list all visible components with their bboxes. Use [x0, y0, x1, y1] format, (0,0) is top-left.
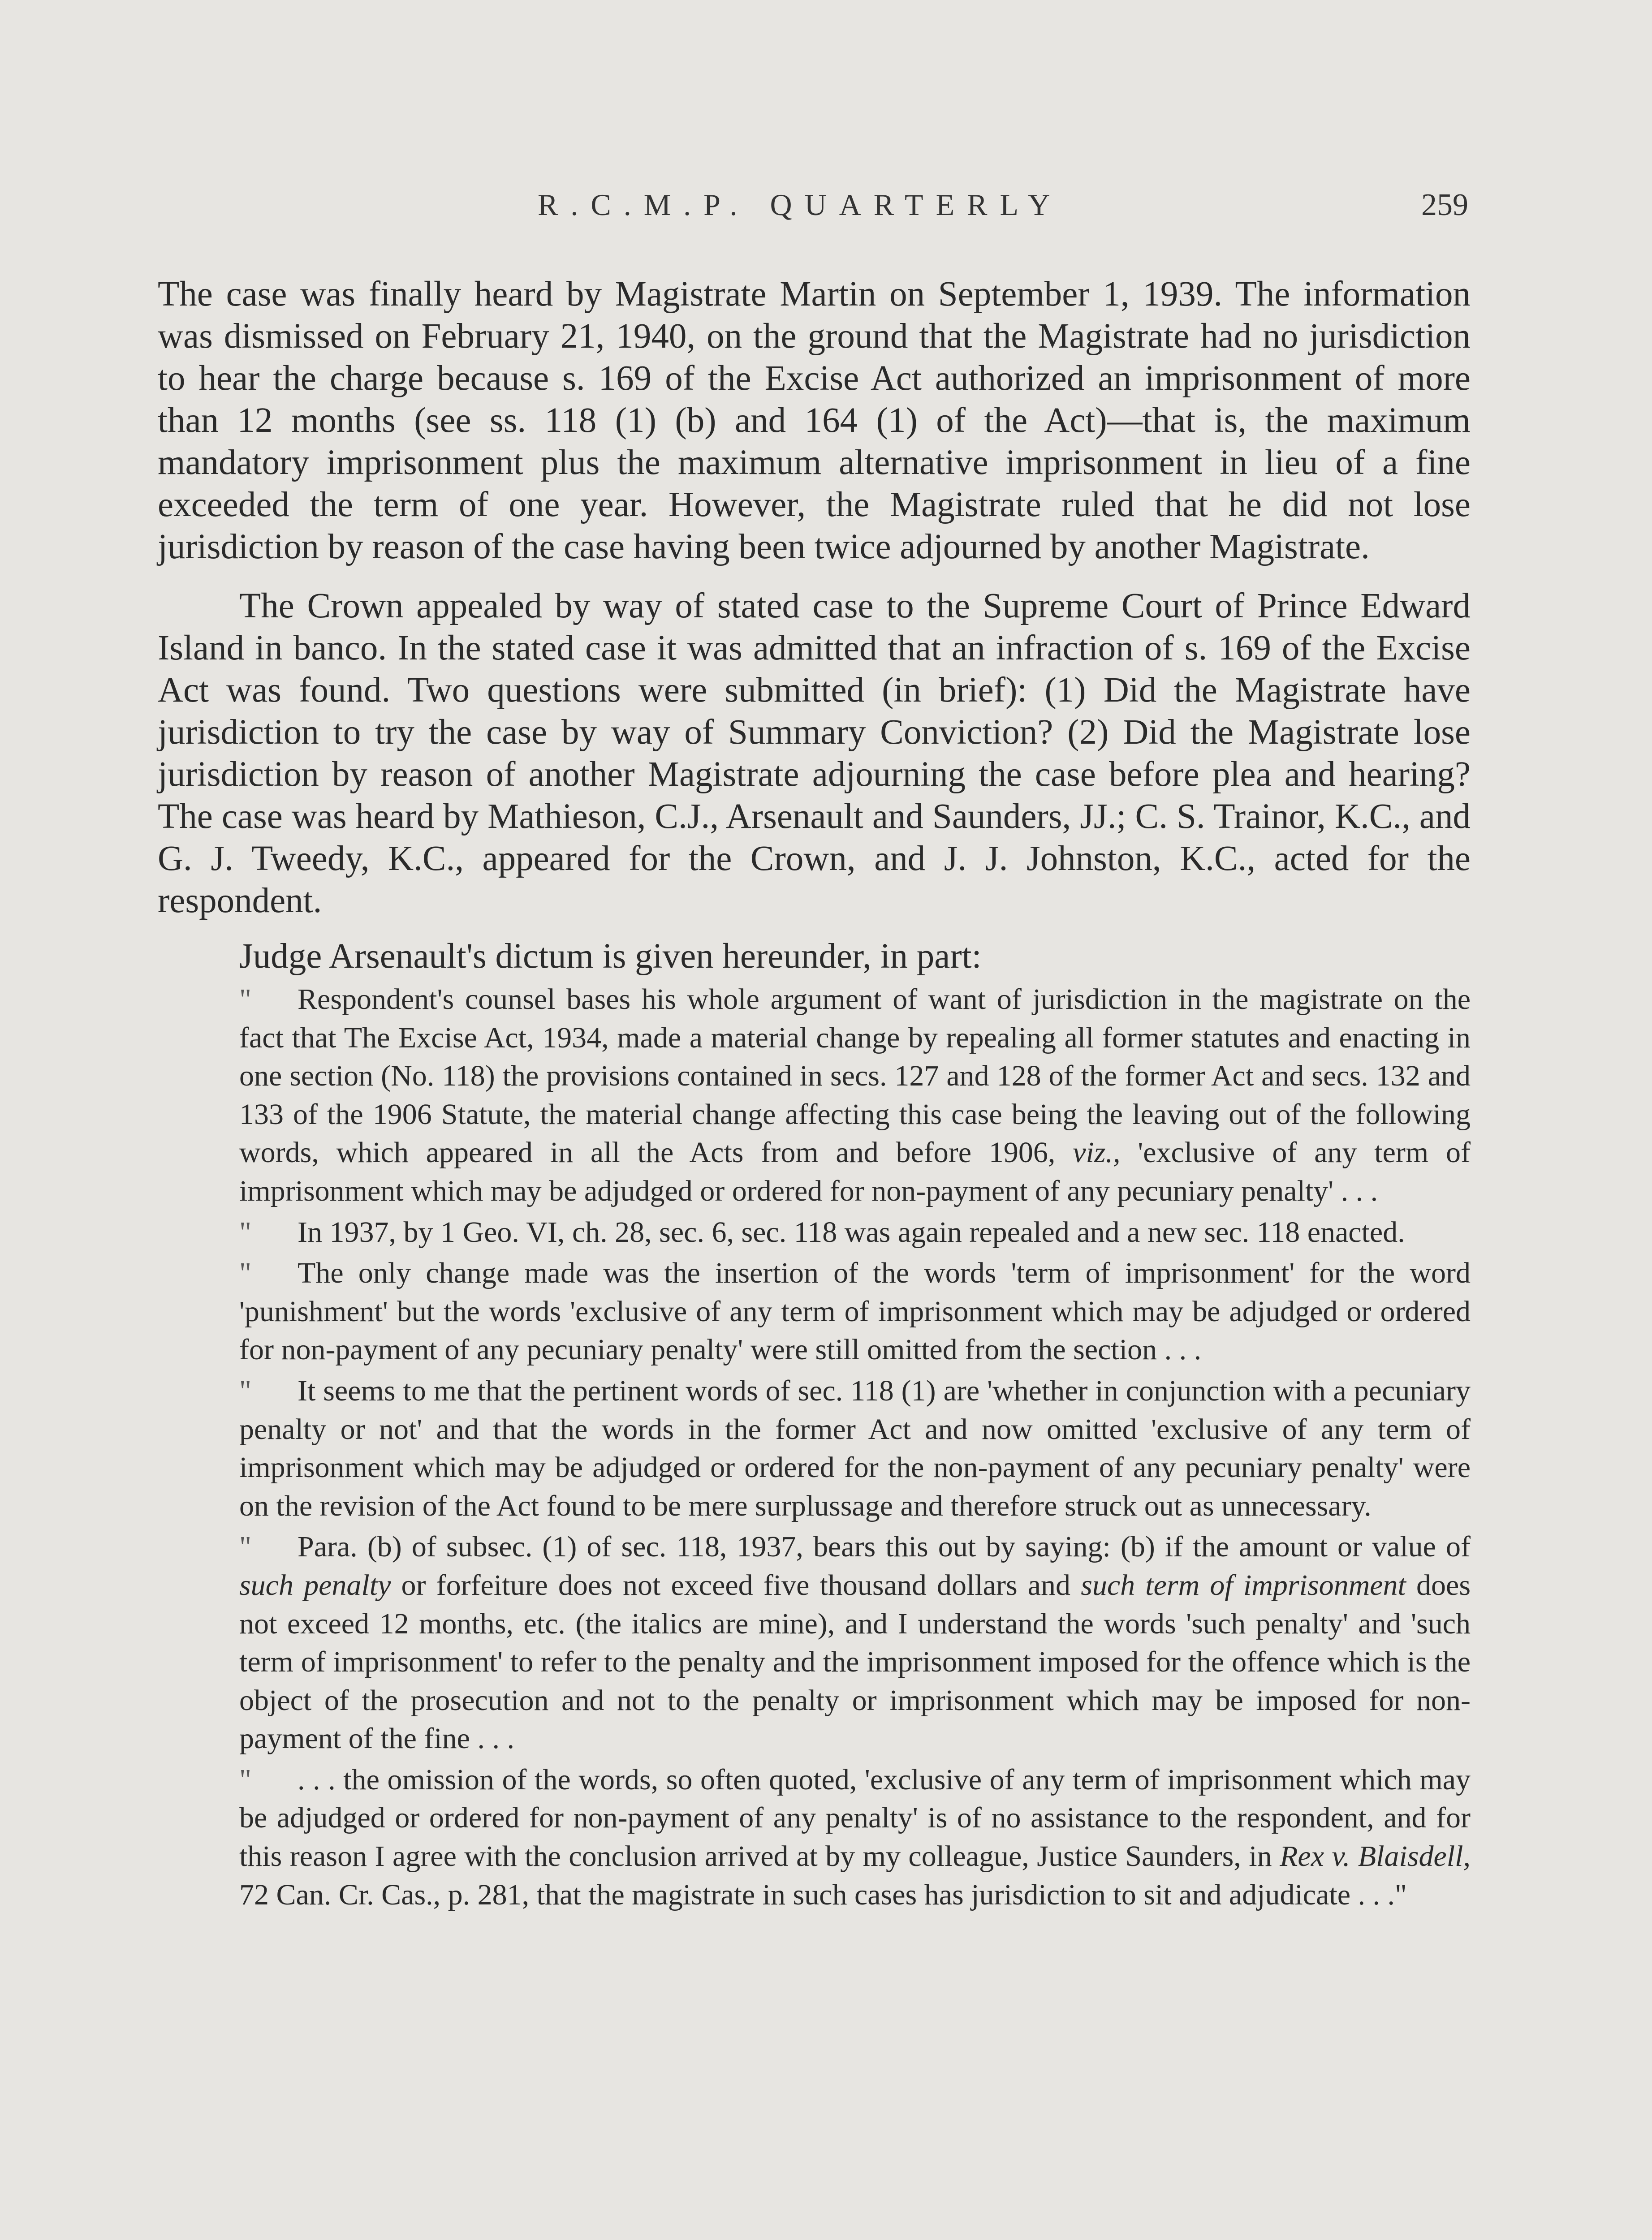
paragraph-2: The Crown appealed by way of stated case to the Supreme Court of Prince Edward Island in banco. In the stated case it was admitted that an infraction of s. 169 of the Excise Act was found. Two questions were submitted (in brief): (1) Did the Magistrate have jurisdiction to try the case by way of Summary Conviction? (2) Did the Magistrate lose jurisdiction by reason of another Magistrate adjourning the case before plea and hearing? The case was heard by Mathieson, C.J., Arsenault and Saunders, JJ.; C. S. Trainor, K.C., and G. J. Tweedy, K.C., appeared for the Crown, and J. J. Johnston, K.C., acted for the respondent.: [158, 586, 1471, 920]
quote-paragraph-1: " Respondent's counsel bases his whole argument of want of jurisdiction in the magistrate on the fact that The Excise Act, 1934, made a material change by repealing all former statutes and enacting in one section (No. 118) the provisions contained in secs. 127 and 128 of the former Act and secs. 132 and 133 of the 1906 Statute, the material change affecting this case being the leaving out of the following words, which appeared in all the Acts from and before 1906, viz., 'exclusive of any term of imprisonment which may be adjudged or ordered for non-payment of any pecuniary penalty' . . .: [239, 980, 1471, 1210]
quote-paragraph-4: " It seems to me that the pertinent words of sec. 118 (1) are 'whether in conjunction with a pecuniary penalty or not' and that the words in the former Act and now omitted 'exclusive of any term of imprisonment which may be adjudged or ordered for the non-payment of any pecuniary penalty' were on the revision of the Act found to be mere surplussage and therefore struck out as unnecessary.: [239, 1372, 1471, 1525]
quote-intro: Judge Arsenault's dictum is given hereunder, in part:: [239, 937, 982, 976]
quote-mark: ": [239, 1215, 251, 1249]
quote-paragraph-5: " Para. (b) of subsec. (1) of sec. 118, 1937, bears this out by saying: (b) if the amount or value of such penalty or forfeiture does not exceed five thousand dollars and such term of imprisonment does not exceed 12 months, etc. (the italics are mine), and I understand the words 'such penalty' and 'such term of imprisonment' to refer to the penalty and the imprisonment imposed for the offence which is the object of the prosecution and not to the penalty or imprisonment which may be imposed for non-payment of the fine . . .: [239, 1528, 1471, 1758]
quote-mark: ": [239, 1530, 251, 1564]
page-number: 259: [1421, 188, 1468, 222]
quote-mark: ": [239, 1257, 251, 1290]
quote-paragraph-3: " The only change made was the insertion of the words 'term of imprisonment' for the word 'punishment' but the words 'exclusive of any term of imprisonment which may be adjudged or ordered for non-payment of any pecuniary penalty' were still omitted from the section . . .: [239, 1254, 1471, 1369]
quote-mark: ": [239, 1763, 251, 1796]
running-head: R.C.M.P. QUARTERLY: [538, 188, 1063, 222]
quote-mark: ": [239, 1374, 251, 1407]
block-quote: [239, 980, 1471, 1914]
quote-paragraph-2: " In 1937, by 1 Geo. VI, ch. 28, sec. 6, sec. 118 was again repealed and a new sec. 118 enacted.: [239, 1213, 1471, 1252]
page-header: [0, 187, 1652, 228]
body-text: [158, 273, 1471, 1914]
paragraph-1: The case was finally heard by Magistrate Martin on September 1, 1939. The information was dismissed on February 21, 1940, on the ground that the Magistrate had no jurisdiction to hear the charge because s. 169 of the Excise Act authorized an imprisonment of more than 12 months (see ss. 118 (1) (b) and 164 (1) of the Act)—that is, the maximum mandatory imprisonment plus the maximum alternative imprisonment in lieu of a fine exceeded the term of one year. However, the Magistrate ruled that he did not lose jurisdiction by reason of the case having been twice adjourned by another Magistrate.: [158, 275, 1471, 566]
quote-mark: ": [239, 983, 251, 1016]
quote-paragraph-6: " . . . the omission of the words, so often quoted, 'exclusive of any term of imprisonment which may be adjudged or ordered for non-payment of any penalty' is of no assistance to the respondent, and for this reason I agree with the conclusion arrived at by my colleague, Justice Saunders, in Rex v. Blaisdell, 72 Can. Cr. Cas., p. 281, that the magistrate in such cases has jurisdiction to sit and adjudicate . . .": [239, 1761, 1471, 1914]
